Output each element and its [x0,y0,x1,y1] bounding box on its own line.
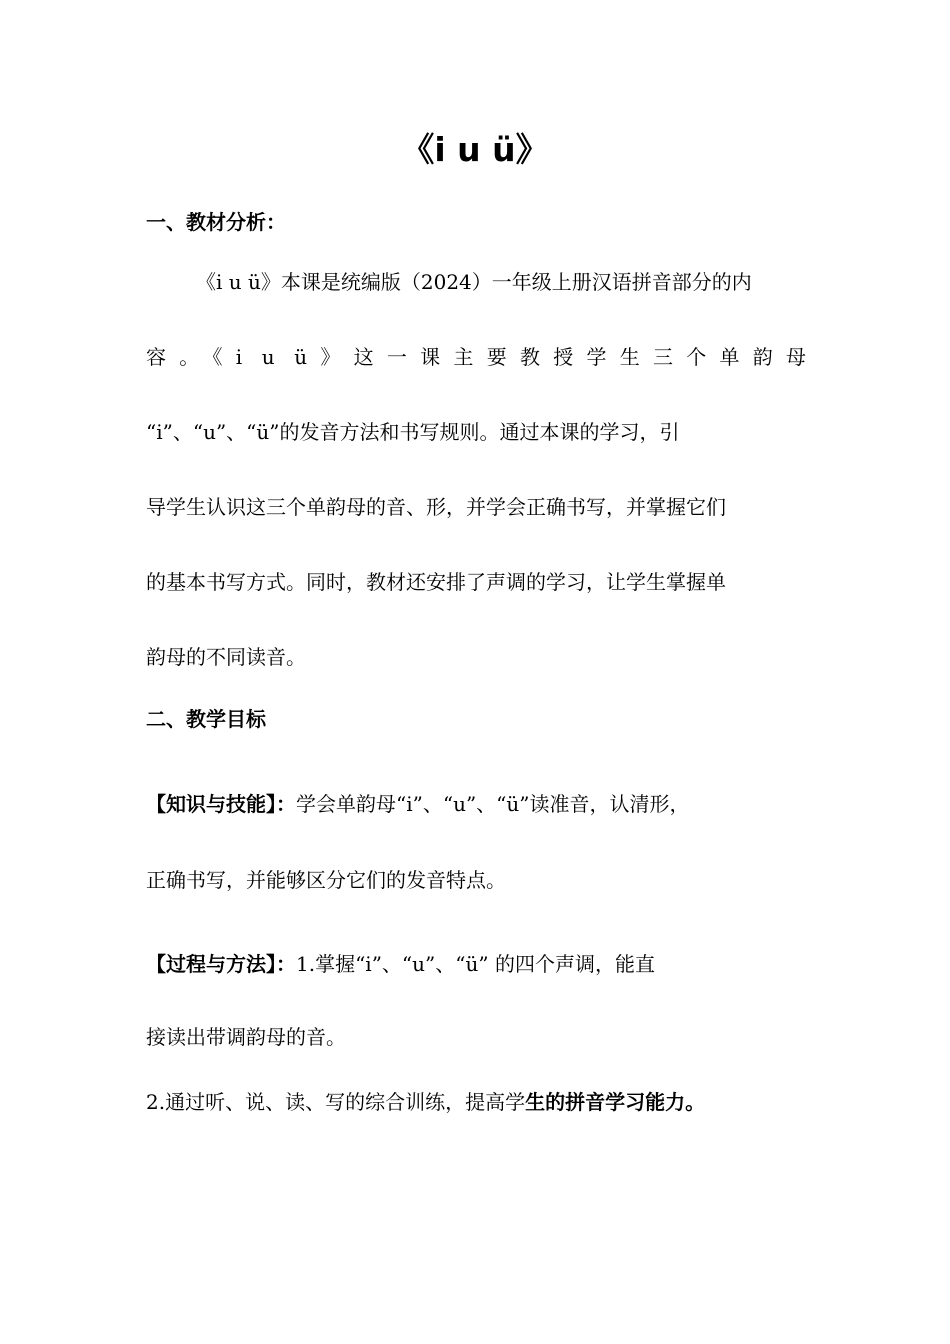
process-methods-item-2 [146,1088,806,1116]
section-heading-analysis: 一、教材分析： [146,210,286,234]
analysis-line-2: 容。《i u ü》这一课主要教授学生三个单韵母 [146,345,806,369]
document-title: 《i u ü》 [401,130,549,169]
process-methods-label: 【过程与方法】： [146,952,296,976]
process-methods-line-2: 接读出带调韵母的音。 [146,1025,346,1049]
knowledge-skills-label: 【知识与技能】： [146,792,296,816]
analysis-line-3: “i”、“u”、“ü”的发音方法和书写规则。通过本课的学习，引 [146,420,680,444]
process-methods-text: 1.掌握“i”、“u”、“ü” 的四个声调，能直 [296,952,655,976]
analysis-line-1: 《i u ü》本课是统编版（2024）一年级上册汉语拼音部分的内 [196,270,752,294]
knowledge-skills-text: 学会单韵母“i”、“u”、“ü”读准音，认清形， [296,792,690,816]
analysis-line-4: 导学生认识这三个单韵母的音、形，并学会正确书写，并掌握它们 [146,495,726,519]
analysis-line-5: 的基本书写方式。同时，教材还安排了声调的学习，让学生掌握单 [146,570,726,594]
item-2-plain-text: 2.通过听、说、读、写的综合训练，提高学 [146,1090,526,1114]
analysis-line-6: 韵母的不同读音。 [146,645,306,669]
section-heading-objectives: 二、教学目标 [146,707,266,731]
item-2-bold-text: 生的拼音学习能力。 [525,1090,706,1114]
knowledge-skills-line-1 [146,790,806,818]
knowledge-skills-line-2: 正确书写，并能够区分它们的发音特点。 [146,868,506,892]
process-methods-line-1 [146,950,806,978]
